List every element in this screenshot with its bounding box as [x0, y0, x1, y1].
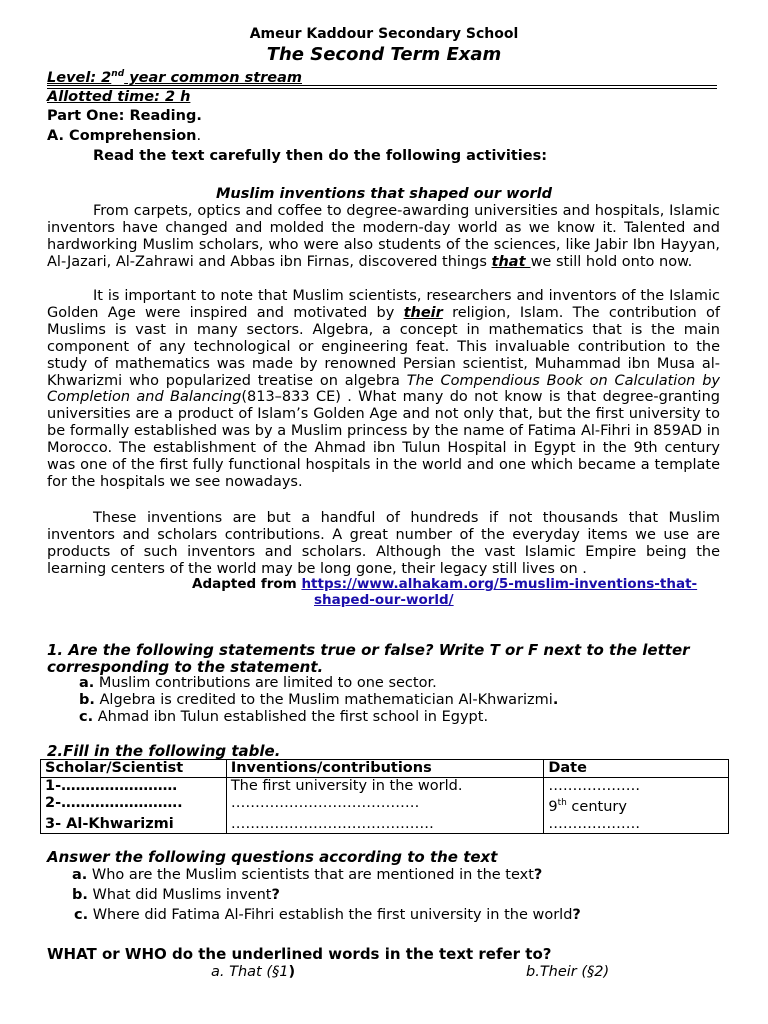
underlined-their: their	[403, 304, 443, 321]
table-header-row	[41, 760, 729, 778]
source-link[interactable]: https://www.alhakam.org/5-muslim-inventions-that-	[301, 576, 698, 592]
q3-item: a. Who are the Muslim scientists that are mentioned in the text?	[72, 867, 543, 883]
school-name: Ameur Kaddour Secondary School	[249, 26, 519, 42]
q2-prompt: 2.Fill in the following table.	[47, 742, 281, 760]
table-cell[interactable]: The first university in the world.	[226, 778, 544, 796]
p1-text: From carpets, optics and coffee to degree-awarding universities and hospitals, Islamic inventors have changed and molded the modern-day world as we know it. Talented and hardworking Muslim scholars, who were also students of the sciences, like Jabir Ibn Hayyan, Al-Jazari, Al-Zahrawi and Abbas ibn Firnas, discovered things	[47, 203, 720, 270]
p2-text-mid: religion, Islam. The contribution of Muslims is vast in many sectors. Algebra, a concept in mathematics that is the main component of any technological or engineering feat. This invaluable contribution to the study of mathematics was made by renowned Persian scientist, Muhammad ibn Musa al-Khwarizmi who popularized treatise on algebra	[47, 304, 720, 389]
q1-item	[79, 709, 488, 725]
section-a-label: A. Comprehension	[47, 128, 197, 144]
level-prefix: Level: 2	[47, 69, 112, 86]
q1-item-letter: a.	[79, 675, 95, 691]
table-cell[interactable]: ……………….	[544, 816, 729, 834]
instruction: Read the text carefully then do the following activities:	[93, 148, 548, 164]
level-line	[47, 69, 302, 86]
q1-prompt: 1. Are the following statements true or false? Write T or F next to the letter	[47, 641, 690, 659]
p1-text-end: we still hold onto now.	[530, 253, 693, 270]
q1-item-text: Muslim contributions are limited to one sector.	[94, 675, 437, 691]
q3-prompt: Answer the following questions according to the text	[47, 848, 498, 866]
table-header: Scholar/Scientist	[41, 760, 227, 778]
level-sup: nd	[111, 69, 125, 79]
section-a-dot: .	[196, 128, 202, 144]
q1-item-end: .	[552, 692, 559, 708]
paragraph-1	[47, 203, 720, 271]
book-title: The Compendious Book on Calculation by Completion and Balancing	[47, 372, 720, 406]
q1-item-letter: c.	[79, 709, 94, 725]
source-citation	[192, 576, 697, 592]
text-title: Muslim inventions that shaped our world	[216, 186, 552, 202]
level-suffix: year common stream	[124, 69, 303, 86]
part-one-heading: Part One: Reading.	[47, 108, 202, 124]
section-a-heading	[47, 128, 201, 144]
underlined-that: that	[491, 253, 531, 270]
q1-item-text: Algebra is credited to the Muslim mathematician Al-Khwarizmi	[94, 692, 553, 708]
q1-item-letter: b.	[79, 692, 95, 708]
level-rule-1	[47, 85, 717, 86]
p2-text-end: (813–833 CE) . What many do not know is that degree-granting universities are a product of Islam’s Golden Age and not only that, but the first university to be formally established was by a Muslim princess by the name of Fatima Al-Fihri in 859AD in Morocco. The establishment of the Ahmad ibn Tulun Hospital in Egypt in the 9th century was one of the first fully functional hospitals in the world and one which became a template for the hospitals we see nowadays.	[47, 389, 720, 490]
q1-prompt-cont: corresponding to the statement.	[47, 658, 324, 676]
p3-text: These inventions are but a handful of hundreds if not thousands that Muslim inventors and scholars contributions. A great number of the everyday items we use are products of such inventors and scholars. Although the vast Islamic Empire being the learning centers of the world may be long gone, their legacy still lives on .	[47, 510, 720, 577]
p2-text: It is important to note that Muslim scientists, researchers and inventors of the Islamic Golden Age were inspired and motivated by	[47, 288, 720, 321]
table-cell[interactable]: 9th century	[544, 795, 729, 816]
q1-item	[79, 675, 437, 691]
table-cell[interactable]: ……………………………………	[226, 816, 544, 834]
q3-item: b. What did Muslims invent?	[72, 887, 280, 903]
table-row	[41, 778, 729, 796]
table-header: Inventions/contributions	[226, 760, 544, 778]
table-row	[41, 816, 729, 834]
q4-item-a: a. That (§1)	[211, 964, 296, 980]
paragraph-3	[47, 510, 720, 578]
table-cell[interactable]: ……………….	[544, 778, 729, 796]
q3-item: c. Where did Fatima Al-Fihri establish the first university in the world?	[74, 907, 581, 923]
paragraph-2	[47, 288, 720, 491]
q1-item	[79, 692, 558, 708]
table-row	[41, 795, 729, 816]
fill-table	[40, 759, 729, 834]
table-cell[interactable]: 2-…………………….	[41, 795, 227, 816]
exam-title: The Second Term Exam	[266, 44, 502, 65]
source-link-cont[interactable]: shaped-our-world/	[314, 592, 454, 608]
table-cell[interactable]: 3- Al-Khwarizmi	[41, 816, 227, 834]
q1-item-text: Ahmad ibn Tulun established the first school in Egypt.	[93, 709, 489, 725]
q4-item-b: b.Their (§2)	[526, 964, 610, 980]
table-cell[interactable]: 1-……………………	[41, 778, 227, 796]
allotted-time: Allotted time: 2 h	[47, 89, 191, 105]
table-cell[interactable]: …………………………………	[226, 795, 544, 816]
q4-prompt: WHAT or WHO do the underlined words in the text refer to?	[47, 945, 552, 963]
adapted-label: Adapted from	[192, 576, 302, 592]
table-header: Date	[544, 760, 729, 778]
